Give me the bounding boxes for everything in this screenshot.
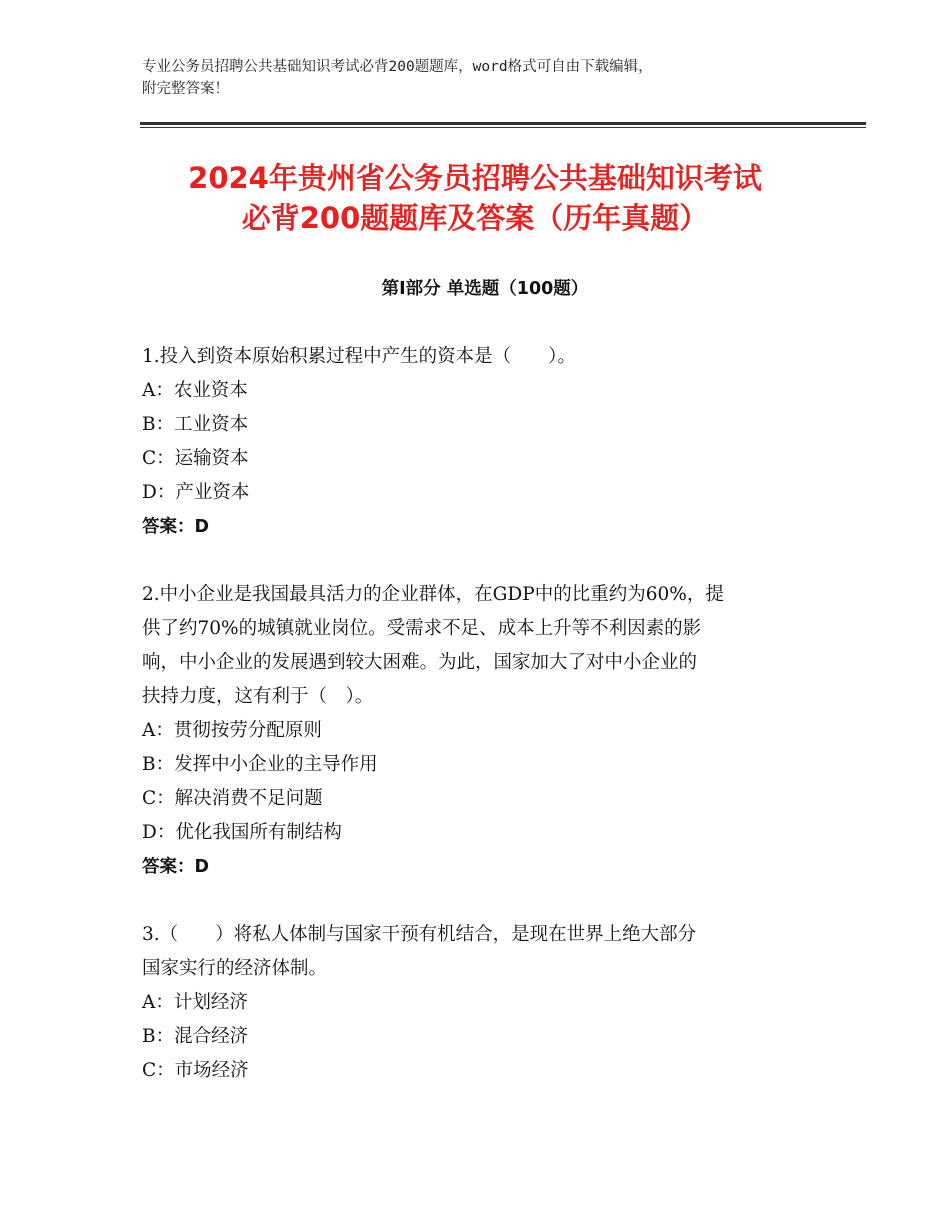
header-line-1: 专业公务员招聘公共基础知识考试必背200题题库，word格式可自由下载编辑， [142,59,653,75]
question-stem: 1.投入到资本原始积累过程中产生的资本是（ ）。 [142,346,576,367]
answer: 答案：D [142,517,210,537]
option-c: C：市场经济 [142,1060,249,1081]
question-3 [142,918,812,1088]
question-2 [142,578,812,884]
answer: 答案：D [142,857,210,877]
option-d: D：产业资本 [142,482,250,503]
document-title [130,158,820,238]
question-stem-line-3: 响，中小企业的发展遇到较大困难。为此，国家加大了对中小企业的 [142,652,698,673]
question-1 [142,340,812,544]
title-line-2: 必背200题题库及答案（历年真题） [241,201,709,235]
question-stem-line-1: 3.（ ）将私人体制与国家干预有机结合，是现在世界上绝大部分 [142,924,697,945]
document-header [142,56,832,100]
option-b: B：发挥中小企业的主导作用 [142,754,378,775]
title-line-1: 2024年贵州省公务员招聘公共基础知识考试 [188,161,762,195]
header-divider-thin [140,127,866,128]
question-stem-line-2: 供了约70%的城镇就业岗位。受需求不足、成本上升等不利因素的影 [142,618,702,639]
option-c: C：解决消费不足问题 [142,788,323,809]
header-divider-thick [140,122,866,125]
option-a: A：计划经济 [142,992,248,1013]
option-b: B：工业资本 [142,414,249,435]
question-spacer [142,544,812,578]
option-c: C：运输资本 [142,448,249,469]
header-line-2: 附完整答案！ [142,81,229,97]
question-stem-line-1: 2.中小企业是我国最具活力的企业群体，在GDP中的比重约为60%，提 [142,584,724,605]
section-title: 第I部分 单选题（100题） [381,279,589,299]
option-a: A：农业资本 [142,380,248,401]
option-d: D：优化我国所有制结构 [142,822,342,843]
option-b: B：混合经济 [142,1026,249,1047]
question-stem-line-2: 国家实行的经济体制。 [142,958,328,979]
option-a: A：贯彻按劳分配原则 [142,720,322,741]
question-stem-line-4: 扶持力度，这有利于（ ）。 [142,686,374,707]
question-list [142,340,812,1088]
question-spacer [142,884,812,918]
